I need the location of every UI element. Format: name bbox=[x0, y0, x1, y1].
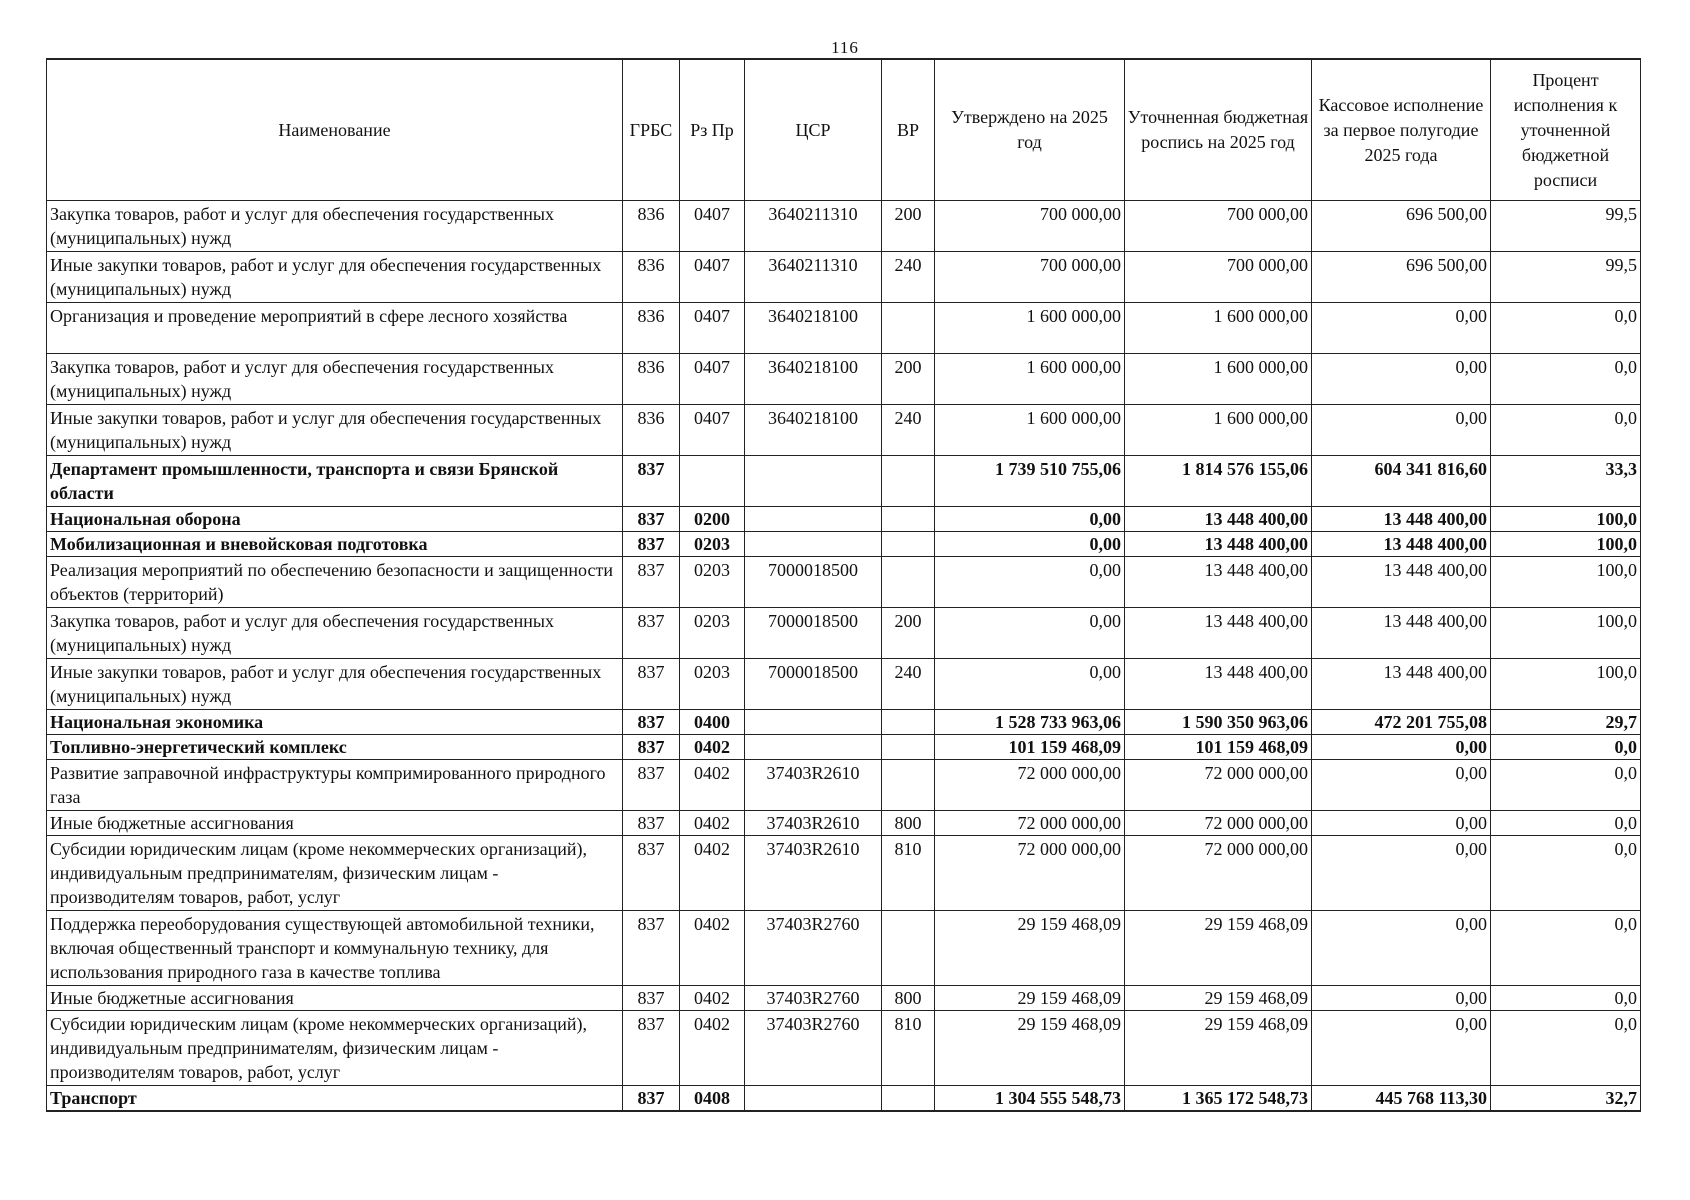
row-cash: 13 448 400,00 bbox=[1312, 608, 1491, 659]
row-grbs: 837 bbox=[623, 760, 680, 811]
row-name: Транспорт bbox=[47, 1086, 623, 1112]
row-approved: 1 600 000,00 bbox=[935, 405, 1125, 456]
row-cash: 0,00 bbox=[1312, 760, 1491, 811]
row-name: Субсидии юридическим лицам (кроме некоммерческих организаций), индивидуальным предпринимателям, физическим лицам - производителям товаров, работ, услуг bbox=[47, 836, 623, 911]
row-rzpr: 0407 bbox=[680, 354, 745, 405]
table-row bbox=[47, 811, 1641, 836]
row-percent: 100,0 bbox=[1491, 608, 1641, 659]
row-rzpr: 0203 bbox=[680, 608, 745, 659]
row-percent: 100,0 bbox=[1491, 507, 1641, 532]
row-percent: 29,7 bbox=[1491, 710, 1641, 735]
row-name: Поддержка переоборудования существующей автомобильной техники, включая общественный транспорт и коммунальную технику, для использования природного газа в качестве топлива bbox=[47, 911, 623, 986]
row-cash: 445 768 113,30 bbox=[1312, 1086, 1491, 1112]
row-grbs: 837 bbox=[623, 507, 680, 532]
row-name: Иные закупки товаров, работ и услуг для обеспечения государственных (муниципальных) нужд bbox=[47, 659, 623, 710]
row-cash: 0,00 bbox=[1312, 836, 1491, 911]
row-vr bbox=[882, 911, 935, 986]
row-approved: 700 000,00 bbox=[935, 201, 1125, 252]
row-grbs: 837 bbox=[623, 1086, 680, 1112]
row-cash: 13 448 400,00 bbox=[1312, 659, 1491, 710]
row-vr: 240 bbox=[882, 659, 935, 710]
row-percent: 0,0 bbox=[1491, 760, 1641, 811]
row-rzpr bbox=[680, 456, 745, 507]
row-csr: 7000018500 bbox=[745, 557, 882, 608]
row-cash: 13 448 400,00 bbox=[1312, 532, 1491, 557]
row-csr bbox=[745, 1086, 882, 1112]
row-approved: 1 600 000,00 bbox=[935, 303, 1125, 354]
row-csr bbox=[745, 456, 882, 507]
row-name: Реализация мероприятий по обеспечению безопасности и защищенности объектов (территорий) bbox=[47, 557, 623, 608]
table-row bbox=[47, 303, 1641, 354]
table-row bbox=[47, 659, 1641, 710]
row-grbs: 837 bbox=[623, 532, 680, 557]
row-vr: 200 bbox=[882, 354, 935, 405]
row-refined: 13 448 400,00 bbox=[1125, 557, 1312, 608]
table-row bbox=[47, 608, 1641, 659]
table-row bbox=[47, 710, 1641, 735]
header-vr: ВР bbox=[882, 59, 935, 201]
row-percent: 32,7 bbox=[1491, 1086, 1641, 1112]
row-grbs: 837 bbox=[623, 911, 680, 986]
row-grbs: 837 bbox=[623, 659, 680, 710]
row-cash: 0,00 bbox=[1312, 1011, 1491, 1086]
row-name: Развитие заправочной инфраструктуры компримированного природного газа bbox=[47, 760, 623, 811]
row-approved: 0,00 bbox=[935, 557, 1125, 608]
row-name: Иные бюджетные ассигнования bbox=[47, 811, 623, 836]
row-csr bbox=[745, 532, 882, 557]
row-vr bbox=[882, 303, 935, 354]
row-grbs: 836 bbox=[623, 303, 680, 354]
row-approved: 29 159 468,09 bbox=[935, 1011, 1125, 1086]
table-row bbox=[47, 1086, 1641, 1112]
row-name: Национальная экономика bbox=[47, 710, 623, 735]
header-name: Наименование bbox=[47, 59, 623, 201]
row-vr: 240 bbox=[882, 405, 935, 456]
row-rzpr: 0200 bbox=[680, 507, 745, 532]
row-grbs: 836 bbox=[623, 252, 680, 303]
table-row bbox=[47, 836, 1641, 911]
row-vr bbox=[882, 710, 935, 735]
row-cash: 0,00 bbox=[1312, 811, 1491, 836]
table-row bbox=[47, 532, 1641, 557]
row-refined: 13 448 400,00 bbox=[1125, 608, 1312, 659]
row-refined: 29 159 468,09 bbox=[1125, 911, 1312, 986]
row-grbs: 836 bbox=[623, 405, 680, 456]
row-csr: 7000018500 bbox=[745, 659, 882, 710]
header-cash: Кассовое исполнение за первое полугодие 2025 года bbox=[1312, 59, 1491, 201]
row-csr bbox=[745, 710, 882, 735]
row-vr: 800 bbox=[882, 811, 935, 836]
row-csr: 37403R2610 bbox=[745, 811, 882, 836]
row-vr: 240 bbox=[882, 252, 935, 303]
row-name: Департамент промышленности, транспорта и связи Брянской области bbox=[47, 456, 623, 507]
row-percent: 99,5 bbox=[1491, 201, 1641, 252]
row-approved: 72 000 000,00 bbox=[935, 811, 1125, 836]
row-approved: 29 159 468,09 bbox=[935, 911, 1125, 986]
row-refined: 101 159 468,09 bbox=[1125, 735, 1312, 760]
table-row bbox=[47, 986, 1641, 1011]
table-row bbox=[47, 557, 1641, 608]
row-cash: 13 448 400,00 bbox=[1312, 557, 1491, 608]
row-name: Организация и проведение мероприятий в сфере лесного хозяйства bbox=[47, 303, 623, 354]
header-approved: Утверждено на 2025 год bbox=[935, 59, 1125, 201]
row-name: Национальная оборона bbox=[47, 507, 623, 532]
row-cash: 604 341 816,60 bbox=[1312, 456, 1491, 507]
row-refined: 1 590 350 963,06 bbox=[1125, 710, 1312, 735]
row-vr bbox=[882, 507, 935, 532]
budget-table bbox=[46, 58, 1641, 1112]
row-cash: 0,00 bbox=[1312, 303, 1491, 354]
row-csr bbox=[745, 735, 882, 760]
table-header-row bbox=[47, 59, 1641, 201]
table-row bbox=[47, 405, 1641, 456]
row-name: Закупка товаров, работ и услуг для обеспечения государственных (муниципальных) нужд bbox=[47, 201, 623, 252]
row-csr: 3640218100 bbox=[745, 405, 882, 456]
row-grbs: 837 bbox=[623, 456, 680, 507]
row-approved: 0,00 bbox=[935, 507, 1125, 532]
row-cash: 0,00 bbox=[1312, 405, 1491, 456]
row-rzpr: 0402 bbox=[680, 836, 745, 911]
row-refined: 29 159 468,09 bbox=[1125, 1011, 1312, 1086]
row-rzpr: 0407 bbox=[680, 201, 745, 252]
header-refined: Уточненная бюджетная роспись на 2025 год bbox=[1125, 59, 1312, 201]
row-percent: 0,0 bbox=[1491, 1011, 1641, 1086]
row-percent: 0,0 bbox=[1491, 735, 1641, 760]
row-rzpr: 0407 bbox=[680, 303, 745, 354]
row-csr: 3640218100 bbox=[745, 303, 882, 354]
row-percent: 0,0 bbox=[1491, 911, 1641, 986]
table-row bbox=[47, 760, 1641, 811]
row-cash: 696 500,00 bbox=[1312, 201, 1491, 252]
row-csr: 37403R2610 bbox=[745, 836, 882, 911]
table-row bbox=[47, 456, 1641, 507]
row-approved: 0,00 bbox=[935, 532, 1125, 557]
row-grbs: 837 bbox=[623, 1011, 680, 1086]
row-cash: 0,00 bbox=[1312, 911, 1491, 986]
row-grbs: 837 bbox=[623, 735, 680, 760]
row-grbs: 837 bbox=[623, 710, 680, 735]
table-row bbox=[47, 507, 1641, 532]
row-grbs: 837 bbox=[623, 557, 680, 608]
row-cash: 0,00 bbox=[1312, 735, 1491, 760]
table-row bbox=[47, 1011, 1641, 1086]
row-name: Иные бюджетные ассигнования bbox=[47, 986, 623, 1011]
row-grbs: 837 bbox=[623, 836, 680, 911]
row-percent: 0,0 bbox=[1491, 303, 1641, 354]
row-percent: 33,3 bbox=[1491, 456, 1641, 507]
row-csr: 37403R2760 bbox=[745, 911, 882, 986]
row-percent: 100,0 bbox=[1491, 659, 1641, 710]
row-percent: 100,0 bbox=[1491, 557, 1641, 608]
row-grbs: 836 bbox=[623, 201, 680, 252]
row-rzpr: 0402 bbox=[680, 1011, 745, 1086]
row-vr bbox=[882, 760, 935, 811]
row-rzpr: 0203 bbox=[680, 532, 745, 557]
row-percent: 0,0 bbox=[1491, 986, 1641, 1011]
row-approved: 1 739 510 755,06 bbox=[935, 456, 1125, 507]
table-row bbox=[47, 201, 1641, 252]
row-csr: 37403R2610 bbox=[745, 760, 882, 811]
row-name: Закупка товаров, работ и услуг для обеспечения государственных (муниципальных) нужд bbox=[47, 354, 623, 405]
row-vr bbox=[882, 532, 935, 557]
row-grbs: 837 bbox=[623, 986, 680, 1011]
row-rzpr: 0400 bbox=[680, 710, 745, 735]
row-refined: 13 448 400,00 bbox=[1125, 659, 1312, 710]
row-refined: 700 000,00 bbox=[1125, 252, 1312, 303]
row-refined: 1 365 172 548,73 bbox=[1125, 1086, 1312, 1112]
row-refined: 700 000,00 bbox=[1125, 201, 1312, 252]
row-approved: 0,00 bbox=[935, 608, 1125, 659]
row-percent: 0,0 bbox=[1491, 354, 1641, 405]
row-cash: 0,00 bbox=[1312, 986, 1491, 1011]
row-vr: 800 bbox=[882, 986, 935, 1011]
row-refined: 72 000 000,00 bbox=[1125, 760, 1312, 811]
row-cash: 13 448 400,00 bbox=[1312, 507, 1491, 532]
row-name: Мобилизационная и вневойсковая подготовка bbox=[47, 532, 623, 557]
row-refined: 1 600 000,00 bbox=[1125, 303, 1312, 354]
row-csr: 37403R2760 bbox=[745, 986, 882, 1011]
row-rzpr: 0402 bbox=[680, 911, 745, 986]
row-approved: 0,00 bbox=[935, 659, 1125, 710]
row-refined: 72 000 000,00 bbox=[1125, 836, 1312, 911]
row-vr bbox=[882, 1086, 935, 1112]
row-rzpr: 0402 bbox=[680, 986, 745, 1011]
row-csr: 3640211310 bbox=[745, 252, 882, 303]
header-rzpr: Рз Пр bbox=[680, 59, 745, 201]
header-grbs: ГРБС bbox=[623, 59, 680, 201]
row-vr: 200 bbox=[882, 201, 935, 252]
header-percent: Процент исполнения к уточненной бюджетной росписи bbox=[1491, 59, 1641, 201]
row-approved: 72 000 000,00 bbox=[935, 836, 1125, 911]
row-vr bbox=[882, 557, 935, 608]
row-csr: 3640218100 bbox=[745, 354, 882, 405]
row-approved: 1 528 733 963,06 bbox=[935, 710, 1125, 735]
row-refined: 1 814 576 155,06 bbox=[1125, 456, 1312, 507]
row-refined: 1 600 000,00 bbox=[1125, 405, 1312, 456]
row-percent: 0,0 bbox=[1491, 811, 1641, 836]
row-cash: 696 500,00 bbox=[1312, 252, 1491, 303]
row-name: Закупка товаров, работ и услуг для обеспечения государственных (муниципальных) нужд bbox=[47, 608, 623, 659]
row-rzpr: 0203 bbox=[680, 557, 745, 608]
row-csr bbox=[745, 507, 882, 532]
row-grbs: 837 bbox=[623, 608, 680, 659]
row-refined: 1 600 000,00 bbox=[1125, 354, 1312, 405]
row-cash: 0,00 bbox=[1312, 354, 1491, 405]
table-row bbox=[47, 911, 1641, 986]
row-approved: 1 600 000,00 bbox=[935, 354, 1125, 405]
row-refined: 13 448 400,00 bbox=[1125, 532, 1312, 557]
row-approved: 72 000 000,00 bbox=[935, 760, 1125, 811]
row-name: Иные закупки товаров, работ и услуг для обеспечения государственных (муниципальных) нужд bbox=[47, 252, 623, 303]
row-approved: 101 159 468,09 bbox=[935, 735, 1125, 760]
header-csr: ЦСР bbox=[745, 59, 882, 201]
row-refined: 29 159 468,09 bbox=[1125, 986, 1312, 1011]
row-csr: 37403R2760 bbox=[745, 1011, 882, 1086]
row-grbs: 837 bbox=[623, 811, 680, 836]
row-rzpr: 0203 bbox=[680, 659, 745, 710]
row-approved: 1 304 555 548,73 bbox=[935, 1086, 1125, 1112]
row-rzpr: 0402 bbox=[680, 735, 745, 760]
row-percent: 100,0 bbox=[1491, 532, 1641, 557]
row-grbs: 836 bbox=[623, 354, 680, 405]
table-row bbox=[47, 354, 1641, 405]
table-row bbox=[47, 735, 1641, 760]
row-vr: 810 bbox=[882, 1011, 935, 1086]
row-csr: 3640211310 bbox=[745, 201, 882, 252]
row-vr: 200 bbox=[882, 608, 935, 659]
row-refined: 72 000 000,00 bbox=[1125, 811, 1312, 836]
row-approved: 29 159 468,09 bbox=[935, 986, 1125, 1011]
row-cash: 472 201 755,08 bbox=[1312, 710, 1491, 735]
row-percent: 99,5 bbox=[1491, 252, 1641, 303]
row-percent: 0,0 bbox=[1491, 405, 1641, 456]
row-vr bbox=[882, 456, 935, 507]
table-row bbox=[47, 252, 1641, 303]
row-name: Субсидии юридическим лицам (кроме некоммерческих организаций), индивидуальным предпринимателям, физическим лицам - производителям товаров, работ, услуг bbox=[47, 1011, 623, 1086]
page-number: 116 bbox=[831, 38, 859, 57]
row-vr: 810 bbox=[882, 836, 935, 911]
row-rzpr: 0407 bbox=[680, 405, 745, 456]
row-name: Топливно-энергетический комплекс bbox=[47, 735, 623, 760]
row-rzpr: 0402 bbox=[680, 811, 745, 836]
row-name: Иные закупки товаров, работ и услуг для обеспечения государственных (муниципальных) нужд bbox=[47, 405, 623, 456]
row-refined: 13 448 400,00 bbox=[1125, 507, 1312, 532]
row-approved: 700 000,00 bbox=[935, 252, 1125, 303]
row-vr bbox=[882, 735, 935, 760]
row-rzpr: 0402 bbox=[680, 760, 745, 811]
row-rzpr: 0408 bbox=[680, 1086, 745, 1112]
row-csr: 7000018500 bbox=[745, 608, 882, 659]
row-percent: 0,0 bbox=[1491, 836, 1641, 911]
row-rzpr: 0407 bbox=[680, 252, 745, 303]
